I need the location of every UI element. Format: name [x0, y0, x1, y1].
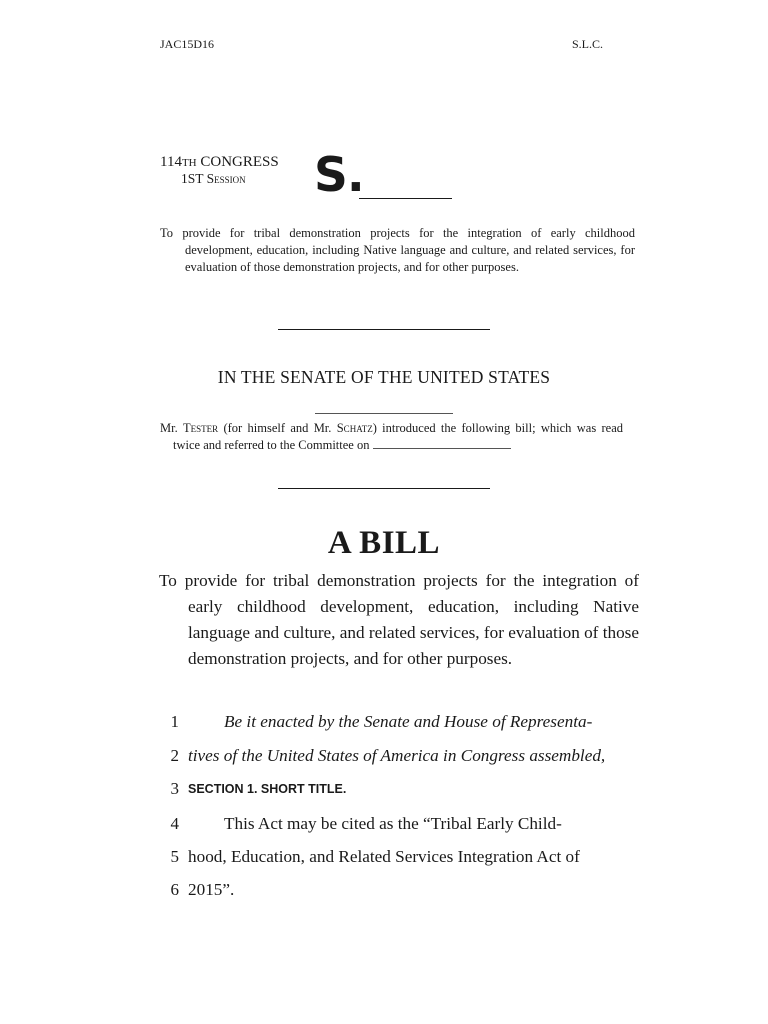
a-bill-heading: A BILL	[327, 525, 441, 561]
session-word: Session	[203, 171, 246, 186]
short-title: To provide for tribal demonstration projects for the integration of early childhood development, education, including Native language and culture, and related services, for evaluation of those demonstration projects, and for other purposes.	[160, 226, 635, 274]
line-number: 3	[170, 779, 179, 798]
long-title: To provide for tribal demonstration projects for the integration of early childhood development, education, including Native language and culture, and related services, for evaluation of those demonstration projects, and for other purposes.	[159, 571, 639, 668]
session-label	[181, 171, 246, 187]
section-text-line: 2015”.	[188, 880, 235, 899]
session-suffix: ST	[187, 171, 204, 186]
line-number: 5	[170, 847, 179, 866]
committee-blank	[373, 438, 511, 449]
enacting-clause-line: Be it enacted by the Senate and House of Representa-	[224, 712, 593, 731]
section-text-line: This Act may be cited as the “Tribal Early Child-	[224, 814, 562, 833]
divider	[278, 329, 490, 330]
line-number: 6	[170, 880, 179, 899]
intro-prefix: Mr.	[160, 421, 184, 435]
bill-number: S.	[314, 148, 364, 203]
sponsor-name: Tester	[183, 421, 219, 435]
bill-number-blank	[359, 198, 452, 199]
cosponsor-name: Schatz	[336, 421, 373, 435]
line-number: 2	[170, 746, 179, 765]
document-id: JAC15D16	[160, 37, 215, 51]
intro-mid: (for himself and Mr.	[218, 421, 337, 435]
introduction-text	[160, 420, 623, 454]
congress-label	[160, 154, 279, 172]
chamber-heading: IN THE SENATE OF THE UNITED STATES	[217, 367, 551, 387]
congress-word: CONGRESS	[196, 154, 279, 170]
congress-suffix: TH	[181, 157, 197, 169]
divider	[278, 488, 490, 489]
line-number: 4	[170, 814, 179, 833]
congress-number: 114	[160, 154, 182, 170]
intro-rest: ) introduced the following bill; which was read twice and referred to the Committee on	[173, 421, 624, 452]
thin-divider	[315, 413, 453, 414]
session-number: 1	[181, 171, 188, 186]
section-text-line: hood, Education, and Related Services Integration Act of	[188, 847, 580, 866]
line-number: 1	[170, 712, 179, 731]
enacting-clause-line: tives of the United States of America in Congress assembled,	[188, 746, 606, 765]
section-heading: SECTION 1. SHORT TITLE.	[188, 782, 347, 796]
document-code: S.L.C.	[572, 37, 604, 51]
